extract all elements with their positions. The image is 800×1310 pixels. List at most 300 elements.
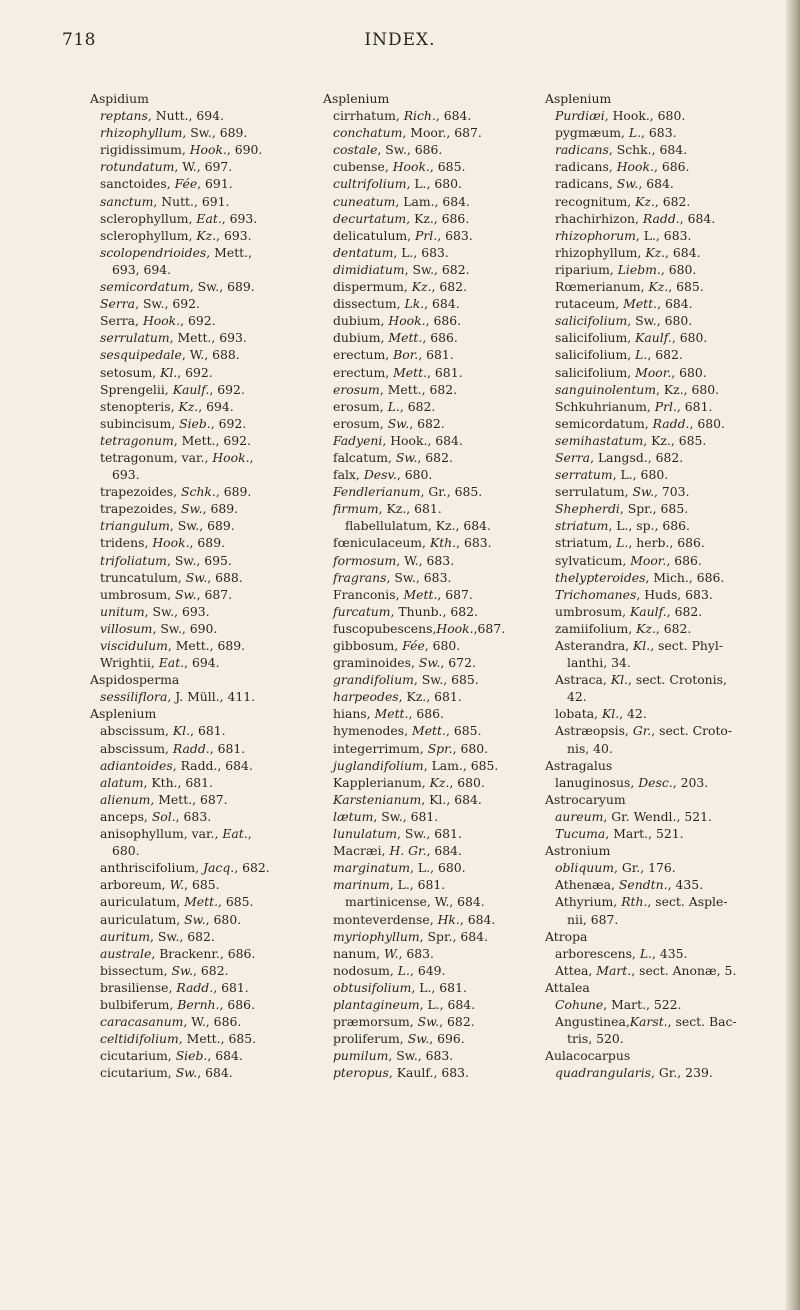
- index-entry: [323, 808, 535, 825]
- index-text: alienum: [100, 791, 151, 807]
- index-entry: [90, 1047, 315, 1064]
- index-text: Athyrium,: [555, 894, 622, 910]
- index-entry: [545, 432, 760, 449]
- index-text: Radd.: [652, 415, 690, 431]
- index-text: zamiifolium,: [555, 620, 637, 636]
- index-entry: [323, 261, 535, 278]
- index-text: Bernh.: [177, 996, 220, 1012]
- index-text: , herb., 686.: [628, 535, 705, 551]
- index-text: , 682.: [399, 398, 436, 414]
- index-text: , Sw., 695.: [166, 552, 232, 568]
- index-text: dubium,: [333, 330, 389, 346]
- index-text: erosum,: [333, 398, 388, 414]
- index-text: Cohune: [555, 996, 604, 1012]
- index-text: , W., 686.: [183, 1014, 242, 1030]
- index-entry: [545, 945, 760, 962]
- index-entry-continuation: [545, 911, 760, 928]
- index-text: , 685.: [184, 877, 220, 893]
- index-text: , 686.: [425, 313, 462, 329]
- index-text: Mett.: [184, 894, 219, 910]
- index-entry: [90, 346, 315, 363]
- index-text: Attea,: [555, 962, 597, 978]
- index-text: , Sw., 692.: [135, 296, 200, 312]
- index-entry: [90, 962, 315, 979]
- index-text: , 435.: [667, 877, 704, 893]
- index-text: rotundatum: [100, 159, 175, 175]
- index-text: , Sw., 693.: [144, 603, 210, 619]
- index-text: , 680.: [671, 364, 707, 380]
- index-entry: [545, 517, 760, 534]
- index-heading: [545, 979, 760, 996]
- index-text: Purdiæi: [555, 108, 605, 124]
- index-entry: [323, 928, 535, 945]
- index-entry: [545, 193, 760, 210]
- index-heading: [90, 90, 315, 107]
- index-entry: [545, 295, 760, 312]
- index-entry: [90, 381, 315, 398]
- index-text: 693.: [112, 467, 140, 483]
- index-entry: [323, 552, 535, 569]
- index-entry: [323, 158, 535, 175]
- index-text: præmorsum,: [333, 1014, 418, 1030]
- index-text: formosum: [333, 552, 397, 568]
- index-entry: [323, 620, 535, 637]
- index-text: Moor.: [630, 552, 667, 568]
- index-text: Atropa: [545, 928, 588, 944]
- index-text: dispermum,: [333, 279, 412, 295]
- index-text: Sw.: [407, 1031, 430, 1047]
- index-text: , L., sp., 686.: [608, 518, 690, 534]
- index-text: Hook.: [189, 142, 227, 158]
- index-text: Sieb.: [175, 1048, 208, 1064]
- index-text: juglandifolium: [333, 757, 424, 773]
- index-text: Radd.: [172, 740, 210, 756]
- index-text: , Spr., 685.: [619, 501, 689, 517]
- index-text: Hk.: [437, 911, 460, 927]
- index-text: nodosum,: [333, 962, 398, 978]
- index-heading: [90, 671, 315, 688]
- index-text: lobata,: [555, 706, 602, 722]
- index-entry: [323, 774, 535, 791]
- index-text: , 649.: [409, 962, 446, 978]
- index-text: Astræopsis,: [555, 723, 633, 739]
- index-text: Aspidosperma: [90, 672, 180, 688]
- index-entry-continuation: [545, 654, 760, 671]
- index-entry: [323, 722, 535, 739]
- index-text: tetragonum: [100, 432, 174, 448]
- index-text: , Mett.,: [206, 244, 253, 260]
- index-text: , 680.: [689, 415, 725, 431]
- index-text: pteropus: [333, 1065, 389, 1081]
- index-text: , 681.: [427, 364, 463, 380]
- index-text: villosum: [100, 620, 153, 636]
- index-text: Hook.: [212, 449, 250, 465]
- index-text: sclerophyllum,: [100, 227, 197, 243]
- index-text: Kz.: [196, 227, 217, 243]
- index-text: , 682.: [439, 1014, 475, 1030]
- index-text: Gr.: [632, 723, 652, 739]
- index-text: Rich.: [403, 108, 436, 124]
- index-text: Kz.: [636, 620, 656, 636]
- index-text: Serra: [100, 296, 136, 312]
- index-text: Hook.: [616, 159, 654, 175]
- index-text: , 683.: [175, 808, 212, 824]
- index-entry: [323, 107, 535, 124]
- index-text: Sprengelii,: [100, 381, 173, 397]
- index-text: reptans: [100, 108, 148, 124]
- index-entry: [90, 654, 315, 671]
- index-text: , 686.: [653, 159, 690, 175]
- index-entry: [323, 364, 535, 381]
- index-text: Mett.: [623, 296, 658, 312]
- index-text: sesquipedale: [100, 347, 182, 363]
- index-entry: [90, 740, 315, 757]
- index-text: , 684.: [426, 843, 462, 859]
- index-text: , 683.: [456, 535, 492, 551]
- index-text: semihastatum: [555, 432, 644, 448]
- index-text: monteverdense,: [333, 911, 438, 927]
- index-text: , 435.: [651, 945, 688, 961]
- index-text: subincisum,: [100, 415, 180, 431]
- index-text: delicatulum,: [333, 227, 416, 243]
- index-text: , 680.: [660, 261, 697, 277]
- index-text: Sw.: [395, 449, 418, 465]
- index-text: , 689.: [215, 484, 252, 500]
- index-text: adiantoides: [100, 757, 173, 773]
- index-text: alatum: [100, 774, 144, 790]
- index-text: Astronium: [545, 843, 611, 859]
- index-text: Kaulf.: [630, 603, 667, 619]
- index-text: rigidissimum,: [100, 142, 190, 158]
- index-entry: [90, 876, 315, 893]
- index-text: Fendlerianum: [333, 484, 421, 500]
- index-entry: [545, 962, 760, 979]
- index-text: , Kz., 685.: [643, 432, 707, 448]
- index-text: 693, 694.: [112, 261, 172, 277]
- index-text: , Thunb., 682.: [390, 603, 478, 619]
- index-entry: [545, 381, 760, 398]
- index-text: , Kz., 681.: [398, 689, 462, 705]
- index-entry: [545, 603, 760, 620]
- index-text: Serra,: [100, 313, 143, 329]
- index-entry: [323, 210, 535, 227]
- index-text: , 692.: [210, 415, 247, 431]
- index-text: , 687.: [196, 586, 233, 602]
- index-text: , L., 684.: [419, 996, 476, 1012]
- index-heading: [545, 1047, 760, 1064]
- index-text: firmum: [333, 501, 379, 517]
- index-text: , Lam., 684.: [395, 193, 470, 209]
- index-entry-continuation: [545, 740, 760, 757]
- index-text: , 684.: [657, 296, 693, 312]
- index-text: , Kl., 684.: [421, 791, 482, 807]
- index-text: Aulacocarpus: [545, 1048, 631, 1064]
- index-text: decurtatum: [333, 210, 407, 226]
- index-text: sessiliflora: [100, 689, 168, 705]
- index-text: , Sw., 686.: [377, 142, 443, 158]
- index-text: Desv.: [363, 467, 397, 483]
- index-entry-continuation: [90, 466, 315, 483]
- index-text: Sw.: [632, 484, 655, 500]
- index-text: sanctoides,: [100, 176, 175, 192]
- index-entry: [90, 244, 315, 261]
- index-entry: [90, 911, 315, 928]
- index-entry: [90, 107, 315, 124]
- index-text: sanguinolentum: [555, 381, 657, 397]
- index-entry: [90, 825, 315, 842]
- index-text: nii, 687.: [567, 911, 619, 927]
- index-entry: [545, 175, 760, 192]
- index-text: gibbosum,: [333, 638, 403, 653]
- index-text: , sect. Anonæ, 5.: [631, 962, 737, 978]
- index-entry: [545, 261, 760, 278]
- index-text: , Mich., 686.: [645, 569, 725, 585]
- index-text: , 687.: [437, 586, 473, 602]
- index-text: , L., 680.: [612, 467, 669, 483]
- index-text: fœniculaceum,: [333, 535, 430, 551]
- index-text: Sw.: [418, 655, 441, 671]
- index-text: , 680.: [205, 911, 242, 927]
- index-entry: [90, 500, 315, 517]
- index-text: Kz.: [648, 279, 669, 295]
- index-text: , 703.: [654, 484, 690, 500]
- index-text: anceps,: [100, 808, 152, 824]
- index-text: hians,: [333, 706, 375, 722]
- index-entry: [90, 193, 315, 210]
- index-entry: [323, 500, 535, 517]
- index-text: abscissum,: [100, 740, 173, 756]
- index-text: W.: [169, 877, 185, 893]
- index-entry: [545, 415, 760, 432]
- index-entry: [90, 688, 315, 705]
- index-text: Kl.: [633, 638, 651, 653]
- index-text: , Hook., 680.: [604, 108, 686, 124]
- index-entry: [545, 705, 760, 722]
- index-text: , 680.: [452, 740, 489, 756]
- index-text: , 203.: [672, 774, 709, 790]
- index-entry: [323, 1064, 535, 1081]
- index-entry: [323, 141, 535, 158]
- index-text: marinum: [333, 877, 390, 893]
- index-entry: [323, 534, 535, 551]
- index-text: , 682.: [234, 860, 270, 876]
- index-heading: [545, 842, 760, 859]
- index-text: Kz.: [178, 398, 199, 414]
- index-text: Mett.: [403, 586, 438, 602]
- index-entry: [323, 688, 535, 705]
- index-text: , 682.: [417, 449, 453, 465]
- index-text: serrulatum: [100, 330, 170, 346]
- index-entry: [323, 483, 535, 500]
- index-text: , 684.: [424, 296, 460, 312]
- index-heading: [90, 705, 315, 722]
- index-entry: [90, 158, 315, 175]
- index-text: Desc.: [638, 774, 673, 790]
- index-text: erectum,: [333, 364, 394, 380]
- index-text: L.: [616, 535, 629, 551]
- index-text: erectum,: [333, 347, 394, 363]
- index-text: , Sw., 685.: [413, 672, 479, 688]
- index-text: Karst.: [629, 1014, 668, 1030]
- index-text: , 684.: [679, 210, 716, 226]
- index-text: , Kz., 681.: [378, 501, 442, 517]
- index-entry: [323, 705, 535, 722]
- index-text: , Kth., 681.: [143, 774, 213, 790]
- index-entry: [545, 825, 760, 842]
- index-text: umbrosum,: [555, 603, 631, 619]
- index-text: , Lam., 685.: [423, 757, 499, 773]
- index-text: , L., 681.: [411, 979, 467, 995]
- index-entry: [545, 466, 760, 483]
- index-text: , 682.: [655, 620, 692, 636]
- index-text: Moor.: [635, 364, 672, 380]
- index-entry: [545, 808, 760, 825]
- index-entry: [545, 637, 760, 654]
- index-text: trifoliatum: [100, 552, 167, 568]
- index-text: , 684.: [435, 108, 472, 124]
- index-entry: [323, 1013, 535, 1030]
- index-text: Kapplerianum,: [333, 774, 430, 790]
- index-text: , sect. Asple-: [647, 894, 728, 910]
- index-entry: [90, 774, 315, 791]
- index-text: dentatum: [333, 244, 394, 260]
- index-text: striatum,: [555, 535, 617, 551]
- index-text: , Sw., 681.: [396, 826, 462, 842]
- index-text: , Schk., 684.: [608, 142, 688, 158]
- index-entry: [545, 329, 760, 346]
- index-text: Spr.: [427, 740, 453, 756]
- index-text: , 684.: [459, 911, 496, 927]
- index-entry: [323, 911, 535, 928]
- index-text: , sect. Crotonis,: [627, 672, 727, 688]
- index-entry: [90, 1030, 315, 1047]
- index-entry: [90, 996, 315, 1013]
- index-text: , 692.: [177, 364, 213, 380]
- index-text: , W., 697.: [174, 159, 233, 175]
- index-text: , Sw., 689.: [169, 518, 235, 534]
- index-text: , L., 680.: [406, 176, 462, 192]
- index-entry: [545, 278, 760, 295]
- index-text: cicutarium,: [100, 1065, 176, 1081]
- index-text: lanthi, 34.: [567, 655, 631, 671]
- index-text: Hook.: [392, 159, 430, 175]
- index-text: radicans,: [555, 159, 617, 175]
- index-text: , 686.: [666, 552, 702, 568]
- index-text: , 685.: [445, 723, 482, 739]
- index-text: , 682.: [193, 962, 229, 978]
- index-entry: [545, 1064, 760, 1081]
- index-text: obtusifolium: [333, 979, 412, 995]
- index-text: Kl.: [602, 706, 620, 722]
- index-entry: [323, 859, 535, 876]
- index-text: ,: [249, 449, 254, 465]
- index-text: bissectum,: [100, 962, 172, 978]
- index-text: , 696.: [429, 1031, 465, 1047]
- index-text: , 681.: [213, 979, 249, 995]
- index-entry: [90, 534, 315, 551]
- index-text: fuscopubescens,: [333, 620, 437, 636]
- page-number: 718: [62, 30, 96, 50]
- index-entry: [90, 398, 315, 415]
- index-text: Athenæa,: [555, 877, 619, 893]
- index-text: rhizophorum: [555, 227, 636, 243]
- index-text: , 692.: [209, 381, 245, 397]
- index-text: anisophyllum, var.,: [100, 826, 223, 842]
- index-entry: [545, 534, 760, 551]
- index-text: , 684.: [207, 1048, 243, 1064]
- index-text: Kl.: [160, 364, 178, 380]
- index-text: Franconis,: [333, 586, 404, 602]
- index-text: , 682.: [666, 603, 703, 619]
- index-text: , Sw., 682.: [149, 928, 215, 944]
- index-entry: [90, 1064, 315, 1081]
- index-text: Astrocaryum: [545, 791, 626, 807]
- index-text: marginatum: [333, 860, 411, 876]
- index-entry-continuation: [323, 517, 535, 534]
- index-entry: [323, 346, 535, 363]
- index-text: Mett.: [388, 330, 423, 346]
- index-text: , 42.: [619, 706, 647, 722]
- index-text: cubense,: [333, 159, 393, 175]
- index-text: cultrifolium: [333, 176, 407, 192]
- index-text: , Brackenr., 686.: [151, 945, 256, 961]
- index-text: Mett.: [412, 723, 446, 739]
- index-text: L.: [635, 347, 648, 363]
- index-text: Karstenianum: [333, 791, 422, 807]
- index-text: Hook.: [152, 535, 190, 551]
- index-text: tridens,: [100, 535, 153, 551]
- index-text: costale: [333, 142, 378, 158]
- index-entry: [323, 671, 535, 688]
- index-text: Shepherdi: [555, 501, 620, 517]
- index-entry: [323, 278, 535, 295]
- index-text: arborescens,: [555, 945, 640, 961]
- index-entry: [545, 107, 760, 124]
- index-text: dimidiatum: [333, 261, 405, 277]
- index-entry: [90, 483, 315, 500]
- index-text: setosum,: [100, 364, 161, 380]
- index-entry-continuation: [90, 842, 315, 859]
- index-text: cuneatum: [333, 193, 396, 209]
- index-text: tris, 520.: [567, 1031, 624, 1047]
- index-text: tetragonum, var.,: [100, 449, 213, 465]
- index-text: viscidulum: [100, 638, 168, 653]
- index-entry: [323, 124, 535, 141]
- index-text: abscissum,: [100, 723, 173, 739]
- index-text: , Kaulf., 683.: [388, 1065, 469, 1081]
- index-text: aureum: [555, 808, 604, 824]
- index-text: scolopendrioides: [100, 244, 207, 260]
- index-entry: [545, 876, 760, 893]
- index-text: sanctum: [100, 193, 154, 209]
- index-text: W.: [383, 945, 399, 961]
- index-text: , 689.: [202, 501, 239, 517]
- index-entry: [545, 859, 760, 876]
- index-text: Sendtn.: [618, 877, 668, 893]
- index-text: , 692.: [180, 313, 216, 329]
- index-text: Serra: [555, 449, 591, 465]
- index-text: Radd.: [642, 210, 680, 226]
- index-text: auritum: [100, 928, 150, 944]
- index-text: , 682.: [654, 193, 691, 209]
- index-entry: [90, 124, 315, 141]
- index-text: , Gr., 176.: [613, 860, 676, 876]
- page-edge-shadow: [786, 0, 800, 1310]
- index-text: caracasanum: [100, 1014, 184, 1030]
- index-text: dubium,: [333, 313, 389, 329]
- index-entry: [90, 808, 315, 825]
- index-text: Sw.: [171, 962, 194, 978]
